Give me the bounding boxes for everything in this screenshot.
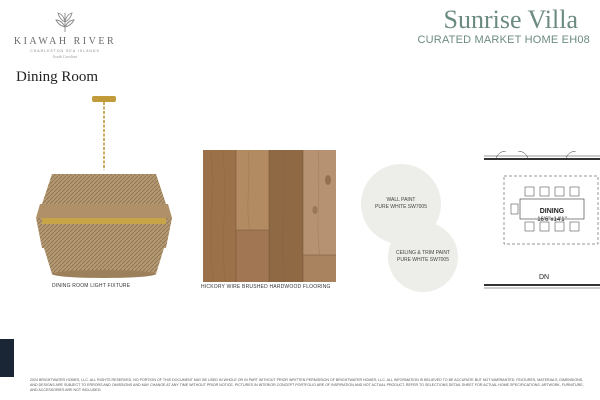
room-title: Dining Room: [16, 69, 99, 85]
brand-name: KIAWAH RIVER: [13, 36, 117, 47]
flooring-caption: HICKORY WIRE BRUSHED HARDWOOD FLOORING: [201, 284, 331, 290]
light-fixture-image: [34, 96, 174, 281]
dining-room-label: DINING: [539, 208, 565, 215]
dining-room-dims: 16'6"x14'1": [537, 217, 567, 223]
hardwood-flooring-image: [203, 150, 336, 282]
wall-paint-label: WALL PAINT: [386, 197, 416, 203]
ceiling-paint-value: PURE WHITE SW7005: [397, 257, 449, 263]
fixture-caption: DINING ROOM LIGHT FIXTURE: [52, 283, 131, 289]
stair-label: DN: [539, 274, 550, 281]
wall-paint-value: PURE WHITE SW7005: [375, 204, 427, 210]
home-subtitle: CURATED MARKET HOME EH08: [417, 34, 590, 46]
brand-signature: South Carolina: [52, 54, 78, 59]
leaf-icon: [54, 10, 76, 34]
home-title: Sunrise Villa: [443, 5, 578, 34]
side-tab: [0, 339, 14, 377]
legal-disclaimer: 2024 BRIGHTWATER HOMES, LLC. ALL RIGHTS RESERVED. NO PORTION OF THIS DOCUMENT MAY BE USED IN WHOLE OR IN PART WITHOUT PRIOR WRITTEN PERMISSION OF BRIGHTWATER HOMES, LLC. ALL INFORMATION IS BELIEVED TO BE ACCURATE BUT NOT WARRANTED. FEATURES, MATERIALS, DIMENSIONS, AND DESIGNS ARE SUBJECT TO ERRORS AND OMISSIONS AND MAY CHANGE AT ANY TIME WITHOUT PRIOR NOTICE. PICTURES IN INTERIOR CONCEPT PORTFOLIO ARE OF INSPIRATION AND NOT ACTUAL PRODUCT. REFER TO SELECTIONS DETAIL SHEET FOR ACTUAL HOME SPECIFICATIONS. ARTWORK, FURNITURE, AND ACCESSORIES ARE NOT INCLUDED.: [30, 378, 584, 392]
brand-subtitle: CHARLESTON SEA ISLANDS: [30, 49, 100, 53]
ceiling-paint-label: CEILING & TRIM PAINT: [396, 250, 450, 256]
floor-plan: [484, 151, 600, 291]
brand-logo: [10, 10, 120, 59]
ceiling-paint-swatch: [388, 222, 458, 292]
